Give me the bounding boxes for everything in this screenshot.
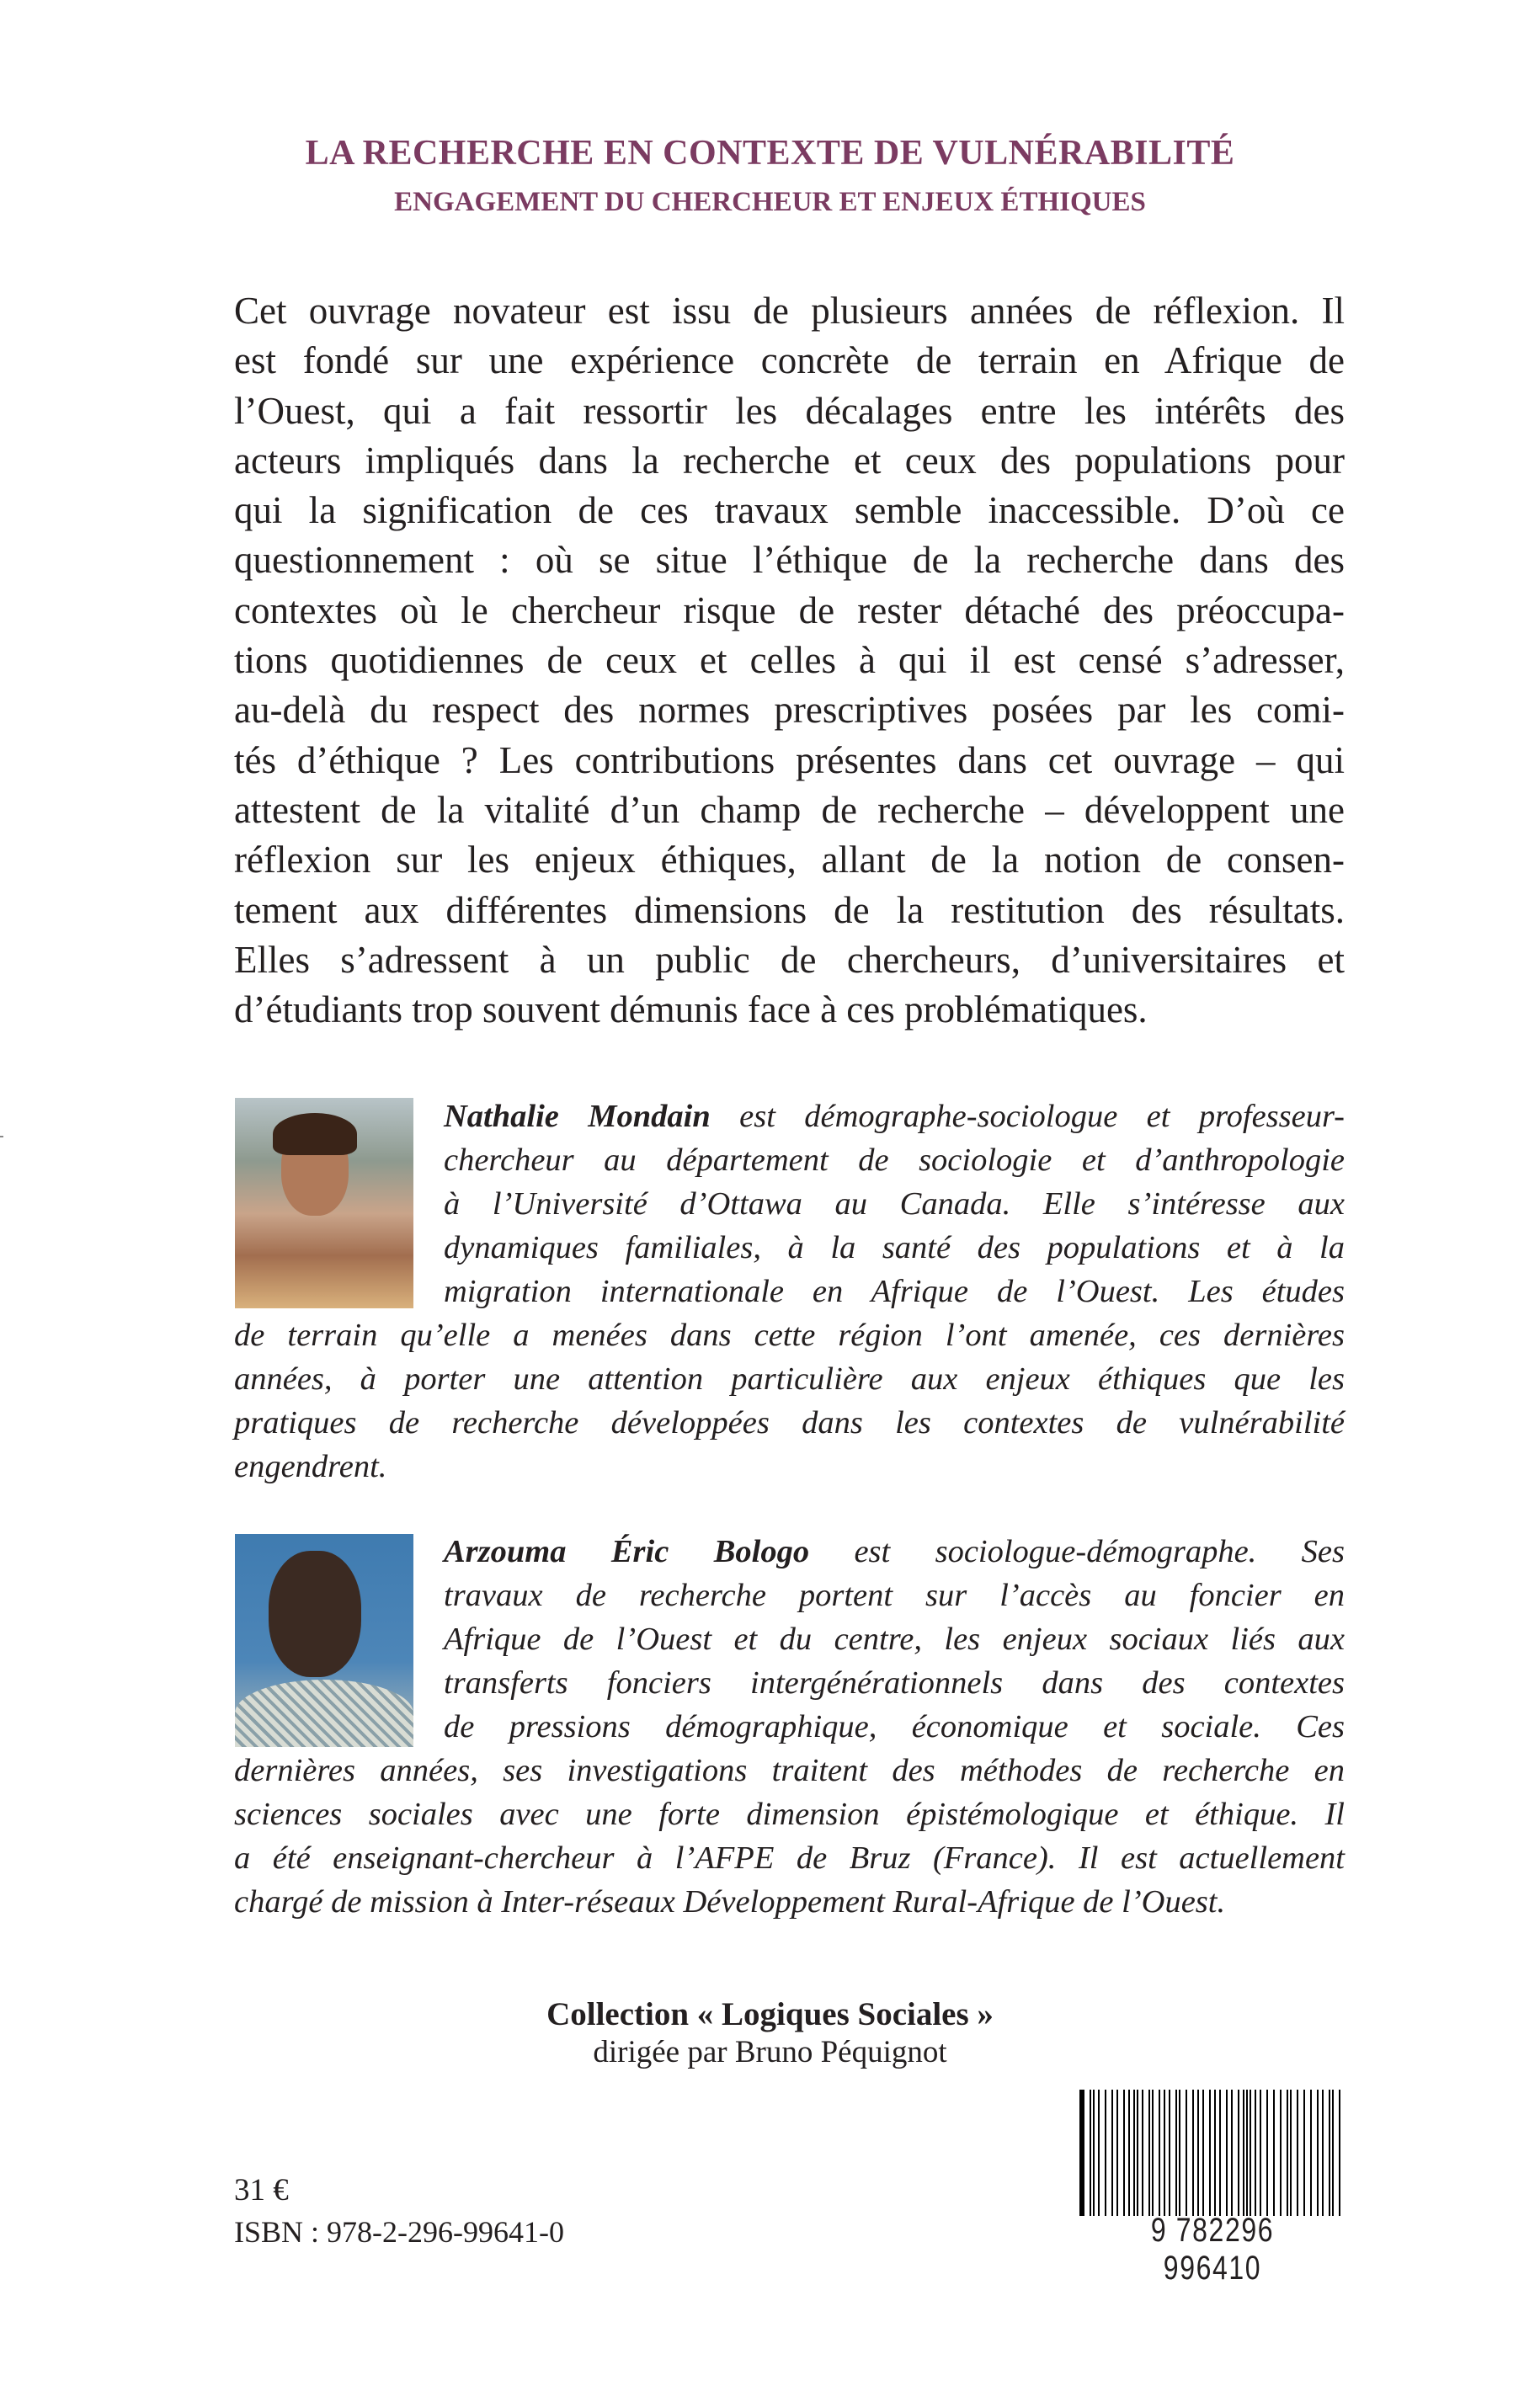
bio-line: migration internationale en Afrique de l’Ouest. Les études <box>444 1274 1345 1309</box>
barcode-bar <box>1123 2090 1125 2216</box>
bio-line <box>444 1094 1345 1138</box>
summary-line: tement aux différentes dimensions de la restitution des résultats. <box>234 888 1345 931</box>
bio-line: de terrain qu’elle a menées dans cette région l’ont amenée, ces dernières <box>234 1318 1345 1353</box>
barcode-bar <box>1255 2090 1256 2216</box>
summary-line: tés d’éthique ? Les contributions présentes dans cet ouvrage – qui <box>234 738 1345 781</box>
bio-line: pratiques de recherche développées dans les contextes de vulnérabilité <box>234 1405 1345 1441</box>
barcode-bar <box>1226 2090 1228 2216</box>
summary-line: Cet ouvrage novateur est issu de plusieurs années de réflexion. Il <box>234 290 1345 332</box>
bio-line: de pressions démographique, économique et sociale. Ces <box>444 1709 1345 1744</box>
barcode-bar <box>1322 2090 1324 2216</box>
summary-line: l’Ouest, qui a fait ressortir les décalages entre les intérêts des <box>234 389 1345 432</box>
barcode-bar <box>1197 2090 1199 2216</box>
barcode-bar <box>1310 2090 1312 2216</box>
bio-line: engendrent. <box>234 1449 387 1484</box>
barcode-bar <box>1250 2090 1251 2216</box>
barcode-bar <box>1202 2090 1204 2216</box>
barcode-bar <box>1164 2090 1165 2216</box>
barcode-bar <box>1116 2090 1118 2216</box>
barcode-bar <box>1290 2090 1292 2216</box>
barcode-bar <box>1159 2090 1160 2216</box>
barcode-bar <box>1266 2090 1268 2216</box>
summary-line: d’étudiants trop souvent démunis face à ces problématiques. <box>234 988 1148 1031</box>
barcode-bar <box>1273 2090 1275 2216</box>
bio-line: chargé de mission à Inter-réseaux Développement Rural-Afrique de l’Ouest. <box>234 1884 1226 1920</box>
barcode-bar <box>1093 2090 1095 2216</box>
barcode-bar <box>1243 2090 1244 2216</box>
barcode-bar <box>1219 2090 1221 2216</box>
collection-name: Collection « Logiques Sociales » <box>546 1996 994 2032</box>
summary-text <box>234 286 1345 1035</box>
summary-line: contextes où le chercheur risque de rester détaché des préoccupa- <box>234 589 1345 631</box>
barcode-bar <box>1238 2090 1239 2216</box>
summary-line: questionnement : où se situe l’éthique de la recherche dans des <box>234 539 1345 582</box>
barcode-bar <box>1152 2090 1154 2216</box>
barcode-bar <box>1192 2090 1194 2216</box>
barcode-bar <box>1246 2090 1248 2216</box>
barcode-bar <box>1142 2090 1143 2216</box>
author-name: Nathalie Mondain <box>444 1099 711 1134</box>
summary-line: Elles s’adressent à un public de chercheurs, d’universitaires et <box>234 938 1345 981</box>
barcode-bar <box>1186 2090 1187 2216</box>
barcode-bar <box>1105 2090 1106 2216</box>
barcode-bar <box>1111 2090 1113 2216</box>
isbn: ISBN : 978-2-296-99641-0 <box>234 2215 564 2249</box>
barcode-bar <box>1297 2090 1298 2216</box>
barcode-bar <box>1179 2090 1180 2216</box>
summary-line: au-delà du respect des normes prescriptives posées par les comi- <box>234 689 1345 732</box>
barcode-bar <box>1260 2090 1261 2216</box>
bio-line: dernières années, ses investigations traitent des méthodes de recherche en <box>234 1753 1345 1788</box>
bio-text: est sociologue-démographe. Ses <box>809 1534 1345 1569</box>
barcode-bar <box>1214 2090 1216 2216</box>
bio-line: sciences sociales avec une forte dimension épistémologique et éthique. Il <box>234 1797 1345 1832</box>
barcode-bar <box>1287 2090 1288 2216</box>
bio-line: a été enseignant-chercheur à l’AFPE de Bruz (France). Il est actuellement <box>234 1840 1345 1876</box>
barcode-bar <box>1175 2090 1177 2216</box>
summary-line: est fondé sur une expérience concrète de terrain en Afrique de <box>234 339 1345 382</box>
margin-mark <box>0 1136 3 1137</box>
barcode-bar <box>1137 2090 1138 2216</box>
barcode-bar <box>1339 2090 1340 2216</box>
summary-line: qui la signification de ces travaux semble inaccessible. D’où ce <box>234 489 1345 532</box>
barcode-bar <box>1098 2090 1100 2216</box>
barcode-bar <box>1231 2090 1233 2216</box>
author-bio-bologo <box>234 1530 1345 1924</box>
barcode-bar <box>1329 2090 1330 2216</box>
bio-line: années, à porter une attention particulière aux enjeux éthiques que les <box>234 1361 1345 1397</box>
barcode-bar <box>1209 2090 1211 2216</box>
bio-line: à l’Université d’Ottawa au Canada. Elle s’intéresse aux <box>444 1186 1345 1222</box>
barcode-bar <box>1148 2090 1150 2216</box>
bio-line: chercheur au département de sociologie et d’anthropologie <box>444 1142 1345 1178</box>
barcode-bar <box>1128 2090 1130 2216</box>
bio-line: dynamiques familiales, à la santé des populations et à la <box>444 1230 1345 1265</box>
price: 31 € <box>234 2173 289 2208</box>
barcode-bar <box>1303 2090 1305 2216</box>
summary-line: acteurs impliqués dans la recherche et ceux des populations pour <box>234 439 1345 482</box>
bio-line: transferts fonciers intergénérationnels dans des contextes <box>444 1665 1345 1701</box>
book-title: LA RECHERCHE EN CONTEXTE DE VULNÉRABILITÉ <box>305 134 1235 173</box>
barcode-bars <box>1079 2090 1346 2216</box>
barcode-digits: 9 782296 996410 <box>1150 2212 1275 2287</box>
author-bio-mondain <box>234 1094 1345 1489</box>
bio-text: est démographe-sociologue et professeur- <box>710 1099 1346 1134</box>
barcode-bar <box>1169 2090 1170 2216</box>
barcode-bar <box>1090 2090 1091 2216</box>
bio-line: travaux de recherche portent sur l’accès au foncier en <box>444 1578 1345 1613</box>
summary-line: réflexion sur les enjeux éthiques, allant de la notion de consen- <box>234 839 1345 881</box>
barcode <box>1079 2090 1346 2287</box>
summary-line: tions quotidiennes de ceux et celles à qui il est censé s’adresser, <box>234 639 1345 682</box>
barcode-bar <box>1332 2090 1334 2216</box>
barcode-bar <box>1317 2090 1319 2216</box>
barcode-bar <box>1079 2090 1084 2216</box>
collection-director: dirigée par Bruno Péquignot <box>593 2035 947 2069</box>
barcode-bar <box>1133 2090 1135 2216</box>
summary-line: attestent de la vitalité d’un champ de recherche – développent une <box>234 788 1345 831</box>
book-subtitle: ENGAGEMENT DU CHERCHEUR ET ENJEUX ÉTHIQUES <box>394 187 1146 217</box>
author-name: Arzouma Éric Bologo <box>444 1534 810 1569</box>
bio-line: Afrique de l’Ouest et du centre, les enjeux sociaux liés aux <box>444 1622 1345 1657</box>
bio-line <box>444 1530 1345 1574</box>
barcode-bar <box>1280 2090 1282 2216</box>
